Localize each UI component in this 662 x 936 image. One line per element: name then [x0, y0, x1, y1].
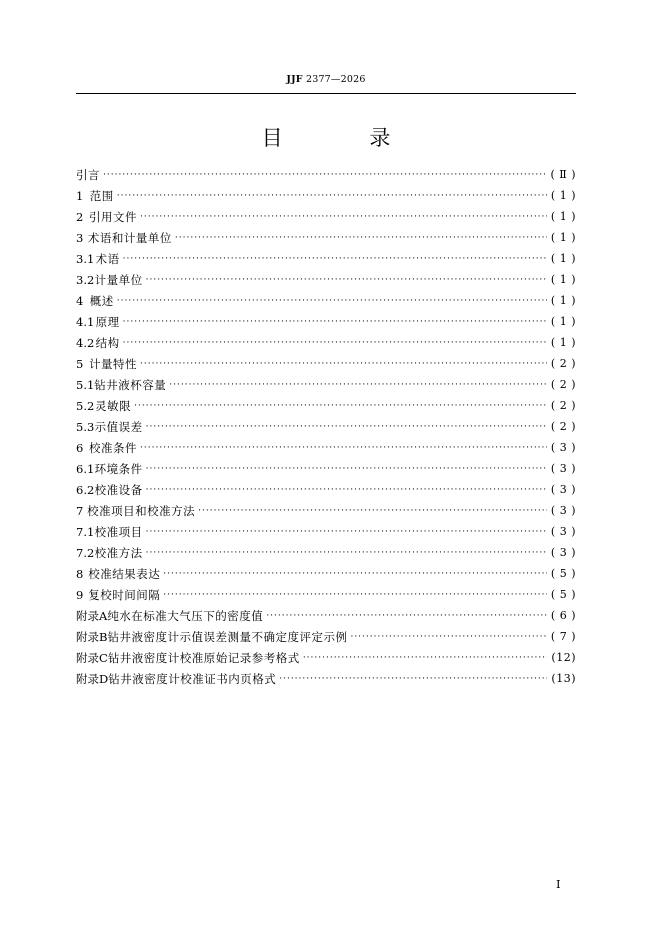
toc-leader-dots [146, 548, 547, 558]
toc-leader-dots [175, 233, 547, 243]
toc-entry[interactable] [76, 605, 576, 626]
standard-code: JJF [286, 74, 303, 85]
toc-entry-title: 校准设备 [94, 482, 143, 497]
toc-entry[interactable] [76, 248, 576, 269]
toc-entry-page: ( 2 ) [550, 378, 576, 391]
toc-entry-number: 6.2 [76, 482, 95, 497]
page-header [76, 74, 576, 85]
toc-entry-number: 2 [76, 209, 84, 224]
toc-entry-title: 复校时间间隔 [88, 587, 161, 602]
toc-leader-dots [146, 527, 547, 537]
toc-entry[interactable] [76, 269, 576, 290]
toc-entry[interactable] [76, 626, 576, 647]
toc-leader-dots [140, 359, 547, 369]
toc-entry[interactable] [76, 563, 576, 584]
toc-entry-title: 校准条件 [89, 440, 138, 455]
toc-entry-title: 环境条件 [94, 461, 143, 476]
toc-entry-page: ( 3 ) [550, 546, 576, 559]
toc-entry-title: 纯水在标准大气压下的密度值 [107, 608, 264, 623]
toc-leader-dots [266, 611, 547, 621]
toc-entry[interactable] [76, 668, 576, 689]
page-number: I [556, 877, 561, 891]
toc-entry-page: ( 1 ) [550, 189, 576, 202]
toc-entry-page: ( 1 ) [550, 231, 576, 244]
toc-entry-number: 5.3 [76, 419, 95, 434]
toc-leader-dots [163, 590, 547, 600]
toc-entry-page: ( 7 ) [550, 630, 576, 643]
table-of-contents [76, 164, 576, 689]
toc-entry[interactable] [76, 542, 576, 563]
toc-entry-number: 4.1 [76, 314, 95, 329]
toc-entry[interactable] [76, 584, 576, 605]
toc-entry[interactable] [76, 479, 576, 500]
toc-leader-dots [146, 485, 547, 495]
toc-entry-page: ( 5 ) [550, 567, 576, 580]
toc-entry-page: ( 3 ) [550, 525, 576, 538]
toc-entry-page: ( 1 ) [550, 315, 576, 328]
toc-entry-page: (13) [551, 672, 576, 685]
toc-entry-page: ( 1 ) [550, 294, 576, 307]
toc-entry-title: 灵敏限 [95, 398, 132, 413]
toc-entry-title: 引用文件 [89, 209, 138, 224]
toc-entry-number: 5.1 [76, 377, 95, 392]
toc-entry-page: ( 2 ) [550, 357, 576, 370]
toc-entry-page: (12) [551, 651, 576, 664]
toc-entry-title: 示值误差 [94, 419, 143, 434]
toc-leader-dots [123, 338, 547, 348]
toc-entry-title: 计量单位 [94, 272, 143, 287]
toc-entry-title: 原理 [95, 314, 120, 329]
toc-leader-dots [140, 212, 547, 222]
toc-entry-title: 校准方法 [94, 545, 143, 560]
toc-leader-dots [198, 506, 547, 516]
toc-entry[interactable] [76, 353, 576, 374]
toc-entry-title: 结构 [95, 335, 120, 350]
standard-number: 2377—2026 [305, 74, 366, 85]
toc-entry-page: ( 5 ) [550, 588, 576, 601]
toc-entry[interactable] [76, 395, 576, 416]
page-title: 目 录 [261, 126, 431, 150]
toc-entry-page: ( 2 ) [550, 420, 576, 433]
toc-entry-number: 5 [76, 356, 84, 371]
toc-entry[interactable] [76, 290, 576, 311]
toc-entry-number: 9 [76, 587, 84, 602]
toc-entry-page: ( 3 ) [550, 504, 576, 517]
toc-entry[interactable] [76, 458, 576, 479]
toc-entry-number: 5.2 [76, 398, 95, 413]
toc-entry-title: 概述 [89, 293, 114, 308]
toc-entry-title: 引言 [76, 167, 100, 182]
toc-entry[interactable] [76, 437, 576, 458]
toc-entry-page: ( 1 ) [550, 273, 576, 286]
toc-leader-dots [123, 254, 547, 264]
toc-entry-number: 7.2 [76, 545, 95, 560]
toc-entry-page: ( 3 ) [550, 441, 576, 454]
toc-entry-number: 7.1 [76, 524, 95, 539]
toc-entry-page: ( 1 ) [550, 210, 576, 223]
toc-entry-title: 钻井液杯容量 [94, 377, 167, 392]
toc-entry[interactable] [76, 332, 576, 353]
toc-entry-title: 术语 [95, 251, 120, 266]
header-rule [76, 93, 576, 94]
toc-leader-dots [146, 275, 547, 285]
toc-entry-number: 3 [76, 230, 84, 245]
toc-entry[interactable] [76, 647, 576, 668]
toc-leader-dots [146, 422, 547, 432]
toc-entry[interactable] [76, 206, 576, 227]
toc-entry[interactable] [76, 374, 576, 395]
toc-entry-title: 钻井液密度计校准原始记录参考格式 [107, 650, 300, 665]
toc-entry-number: 4.2 [76, 335, 95, 350]
toc-leader-dots [103, 170, 546, 180]
toc-leader-dots [117, 191, 547, 201]
toc-leader-dots [123, 317, 547, 327]
toc-entry-number: 附录D [76, 671, 109, 686]
toc-entry-number: 6.1 [76, 461, 95, 476]
toc-entry-page: ( Ⅱ ) [550, 168, 576, 181]
toc-entry-number: 1 [76, 188, 84, 203]
toc-entry-number: 3.1 [76, 251, 95, 266]
toc-entry-title: 校准项目 [94, 524, 143, 539]
toc-entry-page: ( 1 ) [550, 252, 576, 265]
toc-entry-number: 附录A [76, 608, 108, 623]
toc-entry[interactable] [76, 185, 576, 206]
toc-entry-title: 范围 [89, 188, 114, 203]
toc-entry[interactable] [76, 311, 576, 332]
toc-leader-dots [134, 401, 547, 411]
toc-entry-number: 8 [76, 566, 84, 581]
toc-entry[interactable] [76, 164, 576, 185]
toc-entry-title: 钻井液密度计示值误差测量不确定度评定示例 [107, 629, 348, 644]
toc-entry-number: 7 [76, 503, 84, 518]
toc-entry-title: 钻井液密度计校准证书内页格式 [108, 671, 277, 686]
toc-entry-number: 4 [76, 293, 84, 308]
toc-entry-number: 6 [76, 440, 84, 455]
toc-leader-dots [303, 653, 548, 663]
toc-entry-title: 计量特性 [89, 356, 138, 371]
toc-entry-page: ( 1 ) [550, 336, 576, 349]
toc-entry[interactable] [76, 521, 576, 542]
toc-entry-number: 3.2 [76, 272, 95, 287]
toc-entry-page: ( 3 ) [550, 483, 576, 496]
toc-leader-dots [146, 464, 547, 474]
toc-entry-page: ( 3 ) [550, 462, 576, 475]
toc-entry[interactable] [76, 227, 576, 248]
toc-leader-dots [117, 296, 547, 306]
toc-entry[interactable] [76, 416, 576, 437]
toc-leader-dots [350, 632, 546, 642]
toc-entry-number: 附录C [76, 650, 108, 665]
toc-entry-title: 校准项目和校准方法 [87, 503, 196, 518]
toc-leader-dots [140, 443, 547, 453]
toc-leader-dots [279, 674, 547, 684]
toc-entry-title: 术语和计量单位 [87, 230, 172, 245]
toc-entry[interactable] [76, 500, 576, 521]
toc-entry-page: ( 2 ) [550, 399, 576, 412]
toc-leader-dots [169, 380, 547, 390]
toc-leader-dots [163, 569, 547, 579]
toc-entry-page: ( 6 ) [550, 609, 576, 622]
toc-entry-title: 校准结果表达 [88, 566, 161, 581]
toc-entry-number: 附录B [76, 629, 108, 644]
